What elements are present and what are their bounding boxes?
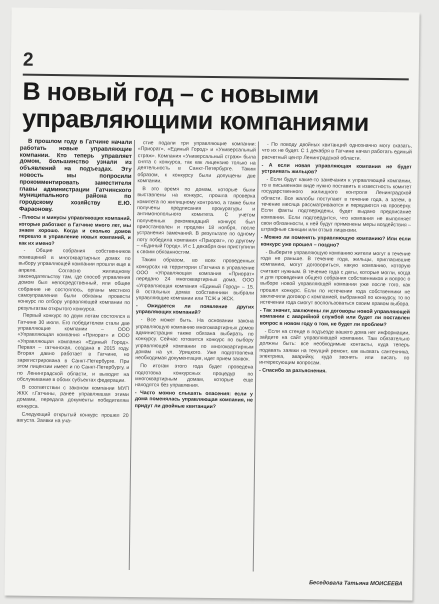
article-paragraph: - Если на стенде в подъезде вашего дома нет информации, зайдите на сайт управляющей компании. Там обязательно должны быть: все необходимые контакты, куда теперь подавать заявки на текущий ремонт, как вызвать сантехника, электрика, аварийку, куда звонить или писать по интересующим вопросам. bbox=[259, 328, 410, 367]
interview-question: - Спасибо за разъяснения. bbox=[259, 367, 327, 375]
interview-question: - А если новая управляющая компания не будет устраивать жильцов? bbox=[261, 162, 412, 176]
interview-question: - Плюсы и минусы управляющих компаний, которые работают в Гатчине много лет, мы знаем хорошо. Когда и сколько домов перешло в управление новых компаний, и как их имено? bbox=[18, 214, 132, 247]
newspaper-clipping bbox=[4, 8, 419, 601]
author-signature: Беседовала Татьяна МОИСЕЕВА bbox=[309, 580, 403, 588]
article-paragraph: - Если будут какие-то замечания к управляющей компании, то в письменном виде нужно поставить в известность комитет государственного жилищного контроля Ленинградской области. Все жалобы поступают в течение года, а затем, в течение месяца рассматриваются и передаются на проверку. Если факты подтверждены, будет выдано предписание компании. Если подтвердится, что компания не выполняет свои обязанности, к ней будут применены меры воздействия – штрафные санкции или отзыв лицензии. bbox=[260, 176, 412, 235]
article-paragraph: Таким образом, во всех проведенных конкурсах на территории г.Гатчина в управление ООО «Управляющая компания «Приорат» передано 24 многоквартирных дома, ООО «Управляющая компания «Единый Город» – 15. В остальных домах собственники выбрали управляющие компании или ТСЖ и ЖСК. bbox=[136, 257, 255, 303]
article-paragraph: В соответствии с законом компании МУП ЖКХ г.Гатчины, ранее управлявшая этими домами, передала документы победителям конкурса. bbox=[16, 384, 129, 410]
article-paragraph: Следующий открытый конкурс прошел 20 августа. Заявки на уча- bbox=[16, 411, 129, 425]
article-paragraph: - По поводу двойных квитанций однозначно могу сказать, что их не будет. С 1 декабря в Гатчине начал работать единый расчетный центр Ленинградской области. bbox=[261, 141, 412, 162]
article-paragraph: В это время по домам, которые были выставлены на конкурс, прошла проверка комитета по жилищному контролю, а также были получены предписания прокуратуры и антимонопольного комитета. С учетом полученных рекомендаций конкурс был приостановлен и продлен 18 ноября, после устранения замечаний. В результате по одному лоту победила компания «Приорат», по другому – «Единый Город». И с 1 декабря они приступили к своим обязанностям. bbox=[136, 186, 256, 257]
interview-question: - Часто можно слышать опасения: если у дома поменялась управляющая компания, не придут ли двойные квитанции? bbox=[134, 390, 253, 410]
article-paragraph: - Все может быть. На основании закона управляющую компанию многоквартирных домов администрация также обязана выбирать по конкурсу. Сейчас готовится конкурс по выбору управляющей компании по многоквартирным домам на ул. Урицкого. Уже подготовлена необходимая документация, идет прием заявок. bbox=[135, 317, 254, 363]
interview-question: - Так значит, заключены ли договоры новой управляющей компании с аварийной службой или будет ли поставлен вопрос в новом году о том, не будет ли проблем? bbox=[259, 307, 410, 328]
page-number: 2 bbox=[22, 49, 34, 71]
article-column-2 bbox=[135, 140, 256, 412]
article-column-3 bbox=[259, 142, 412, 378]
article-paragraph: По итогам этого года будет проведена подготовка конкурсных процедур по многоквартирным домам, которые еще находятся без управления. bbox=[134, 363, 254, 390]
article-paragraph: - Выберите управляющую компанию жители могут в течение года не раньше. В течение года, жильцы, пригласившие компанию, могут договориться, какую компанию, которую считают нужным. В течение года с даты, которые могли, когда и для проведения общего собрания собственников и вопрос о выборе новой управляющей компании уже после того, как прошел конкурс. Если по истечении года собственники не заключили договор с компанией, выбранной по конкурсу, то по истечении года смогут воспользоваться своим правом выбора. bbox=[259, 249, 411, 308]
interview-question: - Ожидается ли появление других управляющих компаний? bbox=[135, 303, 254, 317]
article-paragraph: - Общие собрания собственников помещений в многоквартирных домах по выбору управляющей компании прошли еще в апреле. Согласно жилищному законодательству там, где способ управления домом был непосредственный, или общее собрание не состоялось, органы местного самоуправления были обязаны провести конкурс по отбору управляющей компании по результатам открытого конкурса. bbox=[17, 248, 131, 313]
interview-question: - Можно ли поменять управляющую компанию? Или если конкурс уже прошел – поздно? bbox=[260, 234, 411, 249]
article-paragraph: В прошлом году в Гатчине начали работать новые управляющие компании. Кто теперь управляет домом, большинство узнали из объявлений на подъездах. Эту новость мы попросили прокомментировать заместителя главы администрации Гатчинского муниципального района по городскому хозяйству Е.Ю. Фараонову. bbox=[19, 138, 132, 214]
headline: В новый год – с новыми управляющими компаниями bbox=[22, 77, 370, 137]
article-paragraph: стие подали три управляющие компании: «Приорат», «Единый Город» и «Универсальный страж». Компания «Универсальный страж» была снята с конкурса, так как лицензию только на деятельность в Санкт-Петербурге. Таким образом, к конкурсу были допущены две компании. bbox=[137, 140, 256, 185]
article-column-1 bbox=[17, 139, 132, 427]
article-paragraph: Первый конкурс по двум лотам состоялся в Гатчине 30 июля. Его победителем стали две управляющие компании – ООО «Управляющая компания «Приорат» и ООО «Управляющая компания «Единый Город». Первая – гатчинская, создана в 2015 году. Вторая давно работает в Гатчине, но зарегистрирована в Санкт-Петербурге. При этом лицензии имеет и по Санкт-Петербургу, и по Ленинградской области, и выходит на обслуживание в обоих субъектах федерации. bbox=[17, 313, 130, 384]
